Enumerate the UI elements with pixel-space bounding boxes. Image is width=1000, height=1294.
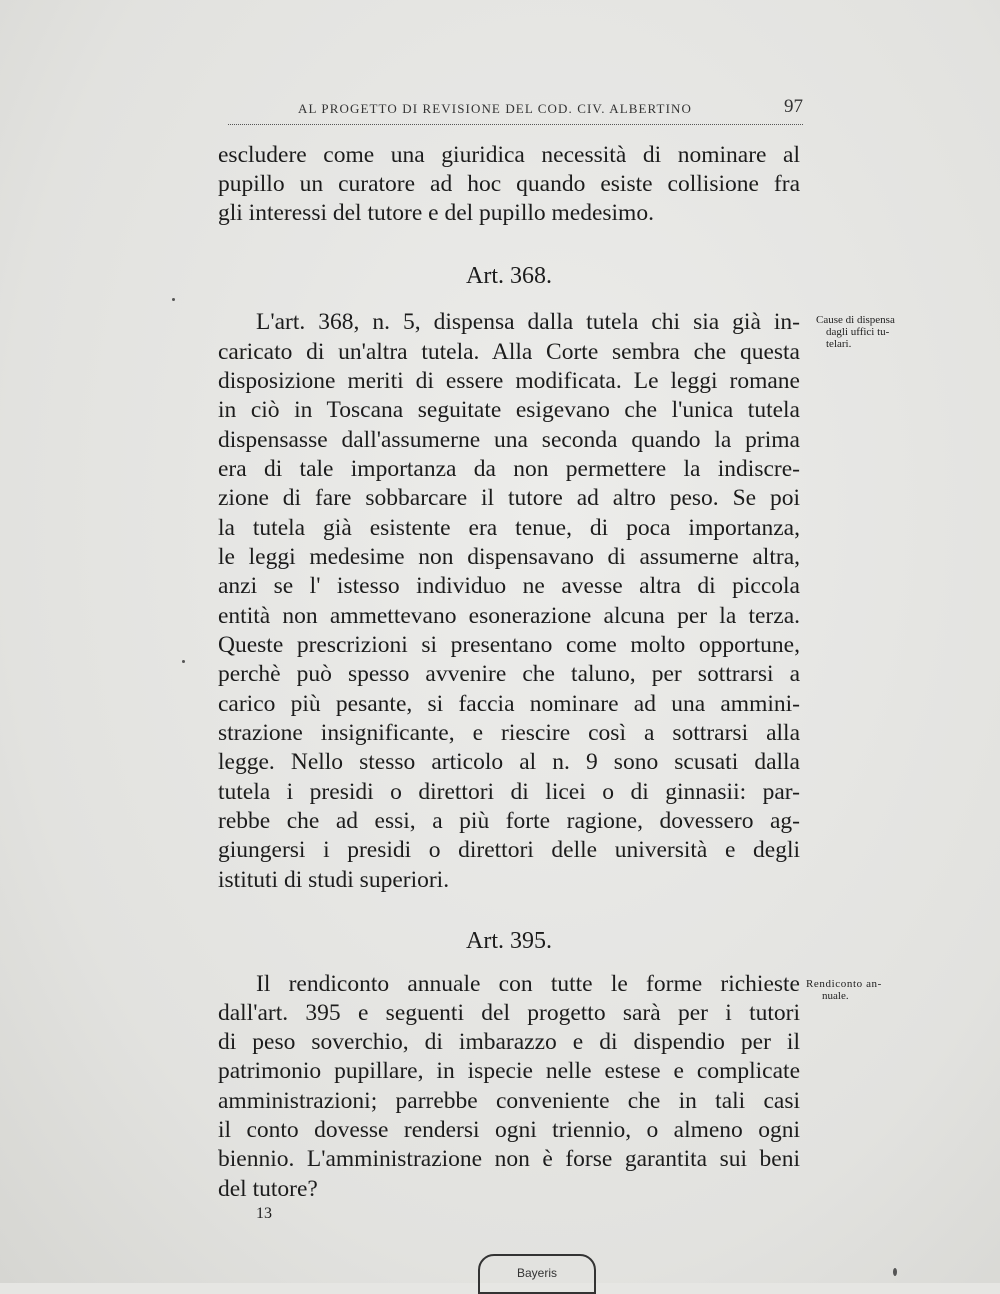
running-title: AL PROGETTO DI REVISIONE DEL COD. CIV. ALBERTINO	[298, 101, 692, 116]
text-line: carico più pesante, si faccia nominare ad una ammini-	[218, 691, 800, 717]
text-line: il conto dovesse rendersi ogni triennio, o almeno ogni	[218, 1117, 800, 1143]
margin-note-line: Rendiconto an-	[806, 978, 882, 990]
text-line: biennio. L'amministrazione non è forse garantita sui beni	[218, 1146, 800, 1172]
text-line: perchè può spesso avvenire che taluno, per sottrarsi a	[218, 661, 800, 687]
text-line: era di tale importanza da non permettere la indiscre-	[218, 456, 800, 482]
text-line: escludere come una giuridica necessità di nominare al	[218, 142, 800, 168]
header-rule	[228, 124, 803, 125]
section-heading-art-395: Art. 395.	[466, 928, 552, 954]
text-line: disposizione meriti di essere modificata. Le leggi romane	[218, 368, 800, 394]
text-line: Queste prescrizioni si presentano come molto opportune,	[218, 632, 800, 658]
running-head	[228, 98, 803, 120]
text-line: anzi se l' istesso individuo ne avesse altra di piccola	[218, 573, 800, 599]
margin-note-line: telari.	[826, 338, 852, 350]
text-line: tutela i presidi o direttori di licei o di ginnasii: par-	[218, 779, 800, 805]
text-line: di peso soverchio, di imbarazzo e di dispendio per il	[218, 1029, 800, 1055]
text-line: L'art. 368, n. 5, dispensa dalla tutela chi sia già in-	[256, 309, 800, 335]
text-line: le leggi medesime non dispensavano di assumerne altra,	[218, 544, 800, 570]
text-line: strazione insignificante, e riescire così a sottrarsi alla	[218, 720, 800, 746]
text-line: Il rendiconto annuale con tutte le forme richieste	[256, 971, 800, 997]
text-line: in ciò in Toscana seguitate esigevano che l'unica tutela	[218, 397, 800, 423]
section-heading-art-368: Art. 368.	[466, 263, 552, 289]
text-line: la tutela già esistente era tenue, di poca importanza,	[218, 515, 800, 541]
speck-decoration	[893, 1268, 897, 1276]
page-number: 97	[784, 96, 803, 117]
margin-note-line: nuale.	[822, 990, 849, 1002]
text-line: entità non ammettevano esonerazione alcuna per la terza.	[218, 603, 800, 629]
speck-decoration	[172, 298, 175, 301]
text-line: rebbe che ad essi, a più forte ragione, dovessero ag-	[218, 808, 800, 834]
text-line: dispensasse dall'assumerne una seconda quando la prima	[218, 427, 800, 453]
text-line: giungersi i presidi o direttori delle università e degli	[218, 837, 800, 863]
text-line: istituti di studi superiori.	[218, 867, 450, 893]
margin-note-line: Cause di dispensa	[816, 314, 895, 326]
text-line: legge. Nello stesso articolo al n. 9 sono scusati dalla	[218, 749, 800, 775]
signature-mark: 13	[256, 1205, 272, 1222]
text-line: dall'art. 395 e seguenti del progetto sarà per i tutori	[218, 1000, 800, 1026]
speck-decoration	[182, 660, 185, 663]
text-line: caricato di un'altra tutela. Alla Corte sembra che questa	[218, 339, 800, 365]
text-line: gli interessi del tutore e del pupillo medesimo.	[218, 200, 654, 226]
margin-note-line: dagli uffici tu-	[826, 326, 890, 338]
text-line: del tutore?	[218, 1176, 318, 1202]
margin-note-art-395	[806, 978, 914, 1002]
text-line: zione di fare sobbarcare il tutore ad altro peso. Se poi	[218, 485, 800, 511]
text-line: amministrazioni; parrebbe conveniente che in tali casi	[218, 1088, 800, 1114]
library-stamp: Bayeris	[478, 1254, 596, 1294]
text-line: patrimonio pupillare, in ispecie nelle estese e complicate	[218, 1058, 800, 1084]
margin-note-art-368	[816, 314, 895, 350]
text-line: pupillo un curatore ad hoc quando esiste collisione fra	[218, 171, 800, 197]
